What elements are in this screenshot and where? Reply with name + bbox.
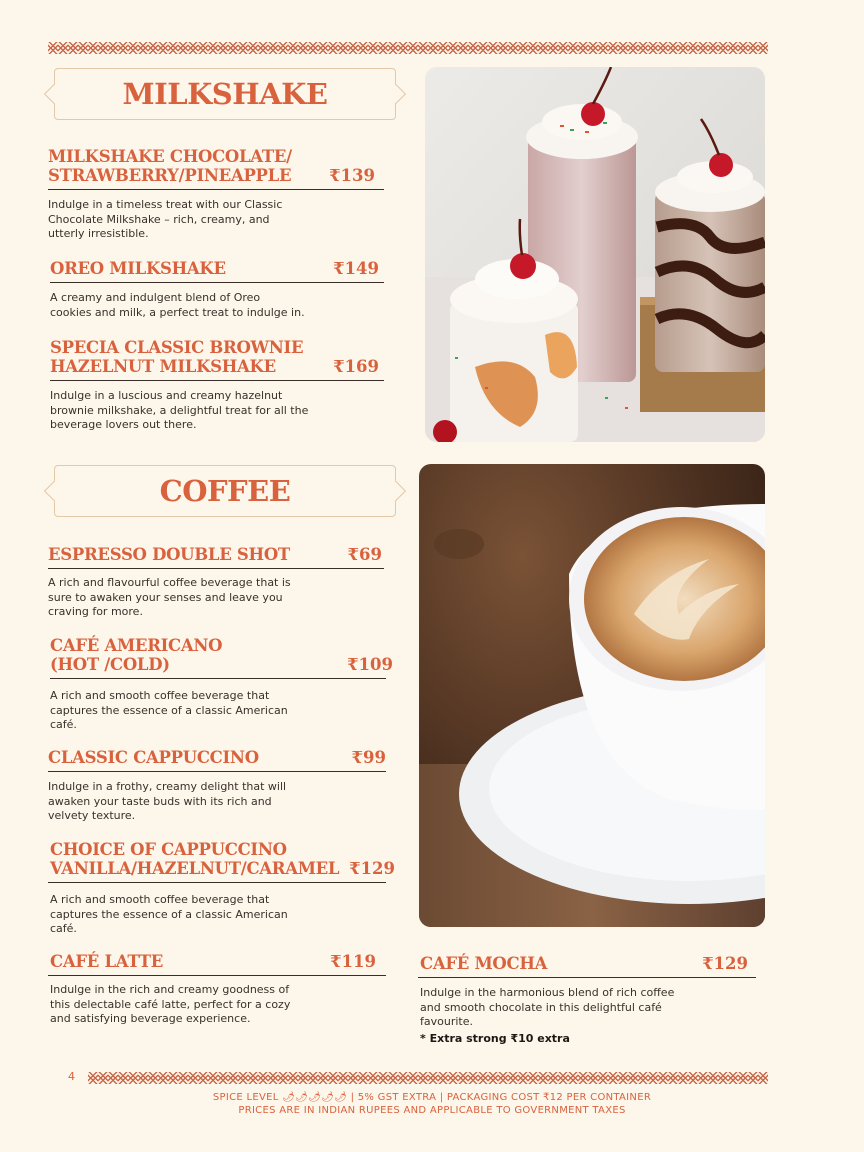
item-name: CAFÉ LATTE <box>50 952 164 971</box>
cappuccino-illustration <box>419 464 765 927</box>
item-name: CAFÉ MOCHA <box>420 954 548 973</box>
item-name: ESPRESSO DOUBLE SHOT <box>48 545 290 564</box>
section-title-coffee: COFFEE <box>159 474 291 508</box>
top-diamond-border <box>48 42 768 54</box>
menu-item-choice-cappuccino <box>48 836 395 883</box>
footer-tax-line: PRICES ARE IN INDIAN RUPEES AND APPLICABLE TO GOVERNMENT TAXES <box>238 1105 626 1116</box>
item-description: Indulge in the rich and creamy goodness of this delectable café latte, perfect for a cozy and satisfying beverage experience. <box>50 983 291 1025</box>
item-name: CLASSIC CAPPUCCINO <box>48 748 259 767</box>
item-description: A rich and smooth coffee beverage that captures the essence of a classic American café. <box>50 893 288 935</box>
item-name: OREO MILKSHAKE <box>50 259 226 278</box>
milkshake-photo <box>425 67 765 442</box>
item-name: SPECIA CLASSIC BROWNIE HAZELNUT MILKSHAKE <box>50 338 304 376</box>
item-description: A rich and smooth coffee beverage that captures the essence of a classic American café. <box>50 689 288 731</box>
menu-item-cafe-americano <box>50 632 393 679</box>
item-price: ₹69 <box>347 545 382 564</box>
item-price: ₹139 <box>329 166 375 185</box>
bottom-diamond-border <box>88 1072 768 1084</box>
milkshake-banner <box>54 68 396 120</box>
coffee-banner <box>54 465 396 517</box>
footer-info-line: SPICE LEVEL 🌶🌶🌶🌶🌶 | 5% GST EXTRA | PACKAGING COST ₹12 PER CONTAINER <box>212 1092 652 1103</box>
item-name: CHOICE OF CAPPUCCINO VANILLA/HAZELNUT/CARAMEL <box>50 840 340 878</box>
menu-item-brownie-hazelnut <box>50 335 384 381</box>
item-description: A creamy and indulgent blend of Oreo cookies and milk, a perfect treat to indulge in. <box>50 291 305 319</box>
menu-item-milkshake-chocolate <box>48 146 384 190</box>
page-number: 4 <box>68 1070 75 1083</box>
item-price: ₹149 <box>333 259 379 278</box>
extra-strong-note: * Extra strong ₹10 extra <box>420 1032 570 1045</box>
item-price: ₹129 <box>349 859 395 878</box>
menu-item-classic-cappuccino <box>48 745 386 772</box>
milkshake-illustration <box>425 67 765 442</box>
item-description: Indulge in a frothy, creamy delight that will awaken your taste buds with its rich and velvety texture. <box>48 780 287 822</box>
item-price: ₹99 <box>351 748 386 767</box>
cappuccino-photo <box>419 464 765 927</box>
item-name: CAFÉ AMERICANO (HOT /COLD) <box>50 636 223 674</box>
item-price: ₹119 <box>330 952 376 971</box>
item-description: A rich and flavourful coffee beverage that is sure to awaken your senses and leave you craving for more. <box>48 576 291 618</box>
menu-item-oreo-milkshake <box>50 256 384 283</box>
item-name: MILKSHAKE CHOCOLATE/ STRAWBERRY/PINEAPPLE <box>48 147 292 185</box>
menu-item-cafe-mocha <box>418 950 756 978</box>
item-price: ₹129 <box>702 954 748 973</box>
section-title-milkshake: MILKSHAKE <box>122 77 328 111</box>
item-price: ₹169 <box>333 357 379 376</box>
item-description: Indulge in a timeless treat with our Classic Chocolate Milkshake – rich, creamy, and utterly irresistible. <box>48 198 283 240</box>
item-description: Indulge in a luscious and creamy hazelnut brownie milkshake, a delightful treat for all the beverage lovers out there. <box>50 389 309 431</box>
menu-item-cafe-latte <box>48 948 386 976</box>
item-description: Indulge in the harmonious blend of rich coffee and smooth chocolate in this delightful café favourite. <box>420 986 675 1028</box>
item-price: ₹109 <box>347 655 393 674</box>
menu-item-espresso <box>48 541 384 569</box>
